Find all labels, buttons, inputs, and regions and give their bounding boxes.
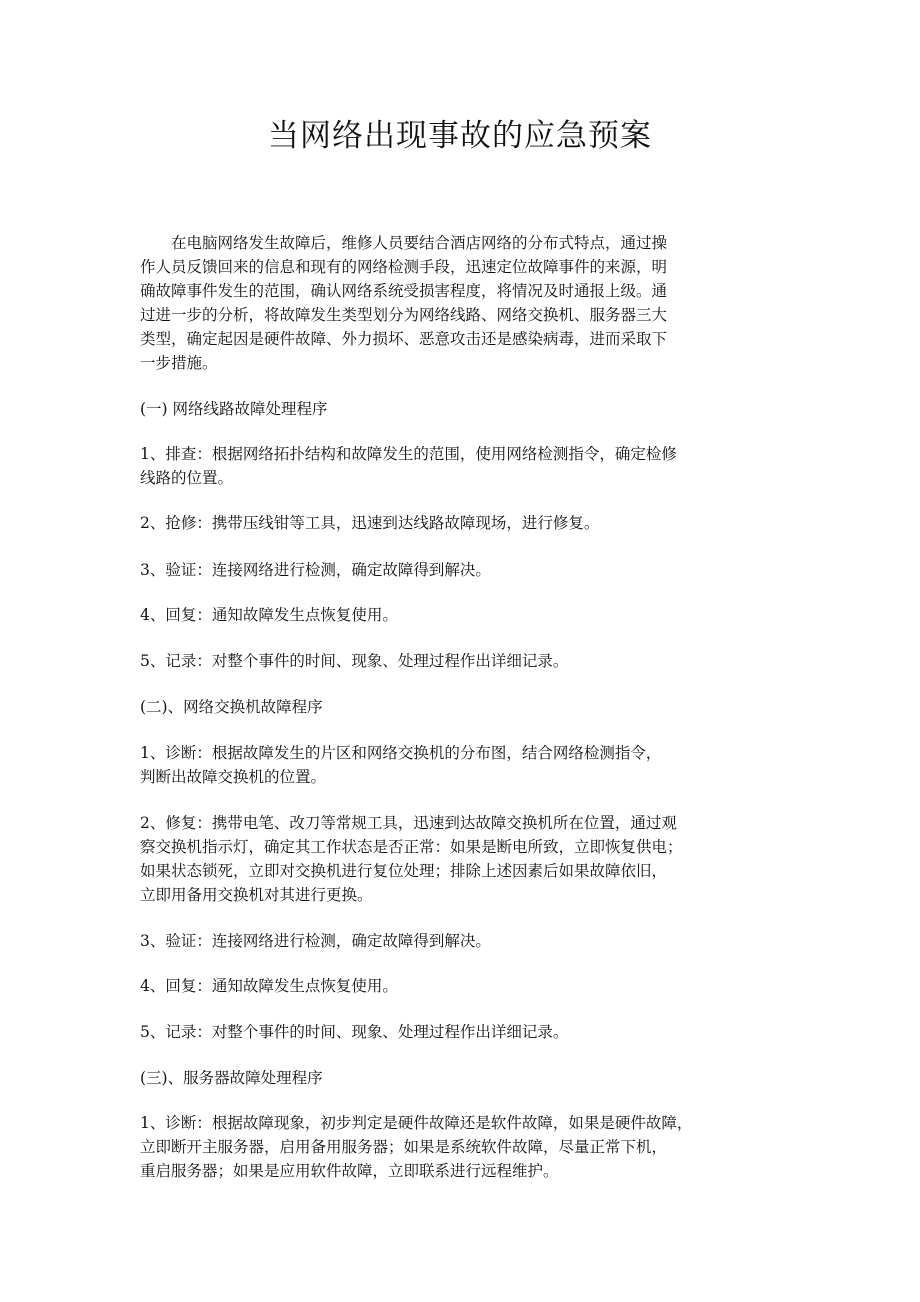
text-line: 1、诊断：根据故障发生的片区和网络交换机的分布图，结合网络检测指令， (140, 744, 662, 762)
text-line: 5、记录：对整个事件的时间、现象、处理过程作出详细记录。 (140, 1023, 569, 1041)
section2-item-4 (140, 974, 790, 998)
text-line: 3、验证：连接网络进行检测，确定故障得到解决。 (140, 932, 491, 950)
text-line: 2、修复：携带电笔、改刀等常规工具，迅速到达故障交换机所在位置，通过观 (140, 814, 677, 832)
text-line: 1、排查：根据网络拓扑结构和故障发生的范围，使用网络检测指令，确定检修 (140, 445, 677, 463)
text-line: 4、回复：通知故障发生点恢复使用。 (140, 606, 398, 624)
section1-item-5 (140, 649, 790, 673)
section-heading-2 (140, 695, 790, 719)
section3-item-1 (140, 1111, 790, 1183)
section2-item-5 (140, 1020, 790, 1044)
text-line: 1、诊断：根据故障现象，初步判定是硬件故障还是软件故障，如果是硬件故障， (140, 1114, 693, 1132)
text-line: 判断出故障交换机的位置。 (140, 768, 327, 786)
section2-item-3 (140, 929, 790, 953)
text-line: 立即用备用交换机对其进行更换。 (140, 886, 373, 904)
document-title: 当网络出现事故的应急预案 (268, 118, 652, 154)
text-line: 重启服务器；如果是应用软件故障，立即联系进行远程维护。 (140, 1162, 559, 1180)
text-line: 一步措施。 (140, 354, 218, 372)
text-line: 确故障事件发生的范围，确认网络系统受损害程度，将情况及时通报上级。通 (140, 282, 668, 300)
text-line: 过进一步的分析，将故障发生类型划分为网络线路、网络交换机、服务器三大 (140, 306, 668, 324)
text-line: 类型，确定起因是硬件故障、外力损坏、恶意攻击还是感染病毒，进而采取下 (140, 330, 668, 348)
text-line: 4、回复：通知故障发生点恢复使用。 (140, 977, 398, 995)
section1-item-1 (140, 442, 790, 490)
text-line: 如果状态锁死，立即对交换机进行复位处理；排除上述因素后如果故障依旧， (140, 862, 668, 880)
text-line: 3、验证：连接网络进行检测，确定故障得到解决。 (140, 561, 491, 579)
text-line: 线路的位置。 (140, 469, 234, 487)
section1-item-4 (140, 603, 790, 627)
text-line: 立即断开主服务器，启用备用服务器；如果是系统软件故障，尽量正常下机， (140, 1138, 668, 1156)
text-line: 察交换机指示灯，确定其工作状态是否正常：如果是断电所致，立即恢复供电； (140, 838, 683, 856)
section1-item-2 (140, 511, 790, 535)
section2-item-2 (140, 811, 790, 907)
text-line: 2、抢修：携带压线钳等工具，迅速到达线路故障现场，进行修复。 (140, 514, 600, 532)
text-line: 作人员反馈回来的信息和现有的网络检测手段，迅速定位故障事件的来源，明 (140, 258, 668, 276)
intro-paragraph (140, 231, 790, 375)
section-heading-3 (140, 1066, 790, 1090)
text-line: 5、记录：对整个事件的时间、现象、处理过程作出详细记录。 (140, 652, 569, 670)
text-line: 在电脑网络发生故障后，维修人员要结合酒店网络的分布式特点，通过操 (140, 234, 668, 252)
heading-line: (二)、网络交换机故障程序 (140, 698, 323, 716)
heading-line: (一) 网络线路故障处理程序 (140, 400, 328, 418)
section2-item-1 (140, 741, 790, 789)
heading-line: (三)、服务器故障处理程序 (140, 1069, 323, 1087)
section1-item-3 (140, 558, 790, 582)
section-heading-1 (140, 397, 790, 421)
